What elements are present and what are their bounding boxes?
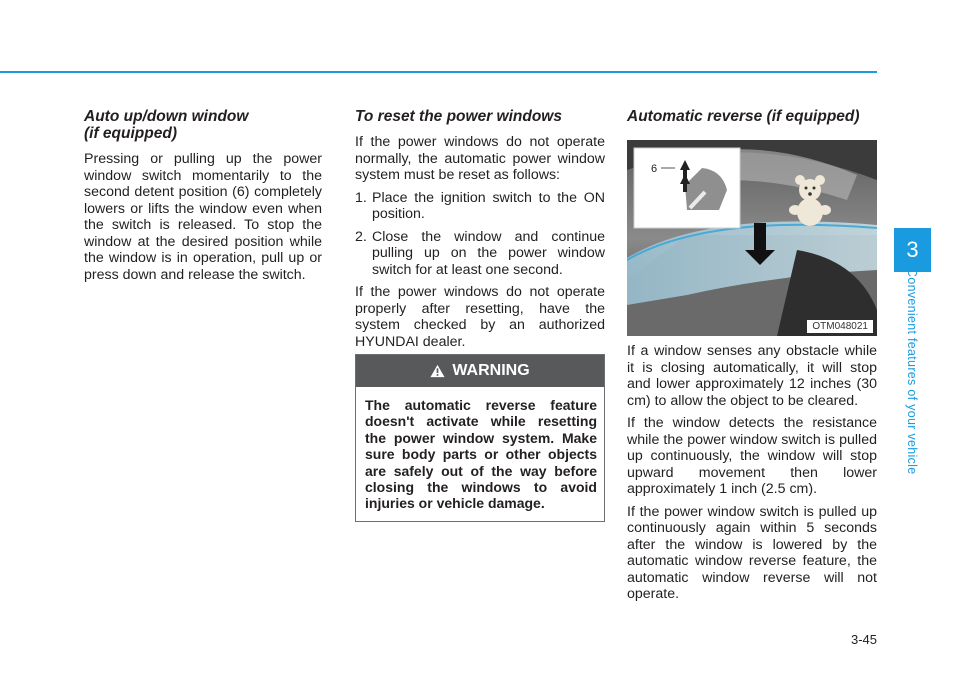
column-auto-up-down — [84, 108, 322, 289]
section-heading-auto-up-down: Auto up/down window (if equipped) — [84, 108, 249, 142]
reset-steps-list — [355, 190, 605, 279]
body-paragraph: If the power window switch is pulled up continuously again within 5 seconds after the window is lowered by the automatic window reverse feature, the automatic window reverse will not operate. — [627, 503, 877, 602]
warning-title: WARNING — [452, 362, 530, 379]
body-paragraph: Pressing or pulling up the power window switch momentarily to the second detent position (6) completely lowers or lifts the window even when the switch is released. To stop the window at the desired position while the window is in operation, pull up or press down and release the switch. — [84, 151, 322, 283]
figure-callout: 6 — [651, 163, 658, 175]
column-automatic-reverse — [627, 108, 877, 134]
section-heading-reset: To reset the power windows — [355, 108, 562, 125]
section-heading-automatic-reverse: Automatic reverse (if equipped) — [627, 108, 860, 125]
car-interior-image — [627, 140, 877, 336]
body-paragraph: If a window senses any obstacle while it is closing automatically, it will stop and lower approximately 12 inches (30 cm) to allow the object to be cleared. — [627, 343, 877, 409]
warning-header — [356, 355, 604, 387]
chapter-title: Convenient features of your vehicle — [905, 268, 919, 475]
automatic-reverse-text — [627, 343, 877, 609]
warning-triangle-icon — [430, 364, 445, 378]
body-paragraph: If the window detects the resistance while the power window switch is pulled up continuously, the window will stop upward movement then lower approximately 1 inch (2.5 cm). — [627, 415, 877, 497]
window-illustration — [627, 140, 877, 336]
list-item: 2. Close the window and continue pulling up on the power window switch for at least one second. — [355, 228, 605, 278]
body-paragraph: If the power windows do not operate properly after resetting, have the system checked by an authorized HYUNDAI dealer. — [355, 284, 605, 350]
column-reset-power-windows — [355, 108, 605, 356]
chapter-number: 3 — [906, 237, 919, 262]
list-item: 1. Place the ignition switch to the ON position. — [355, 189, 605, 222]
page-number: 3-45 — [850, 632, 877, 647]
warning-box — [355, 354, 605, 522]
chapter-tab — [894, 228, 931, 272]
chapter-title-vertical — [904, 268, 920, 498]
header-rule — [0, 71, 877, 73]
figure-caption: OTM048021 — [807, 320, 873, 333]
warning-text: The automatic reverse feature doesn't activate while resetting the power window system. Make sure body parts or other objects are safely out of the way before closing the windows to avoid injuries or vehicle damage. — [365, 397, 597, 512]
body-paragraph: If the power windows do not operate normally, the automatic power window system must be reset as follows: — [355, 134, 605, 183]
